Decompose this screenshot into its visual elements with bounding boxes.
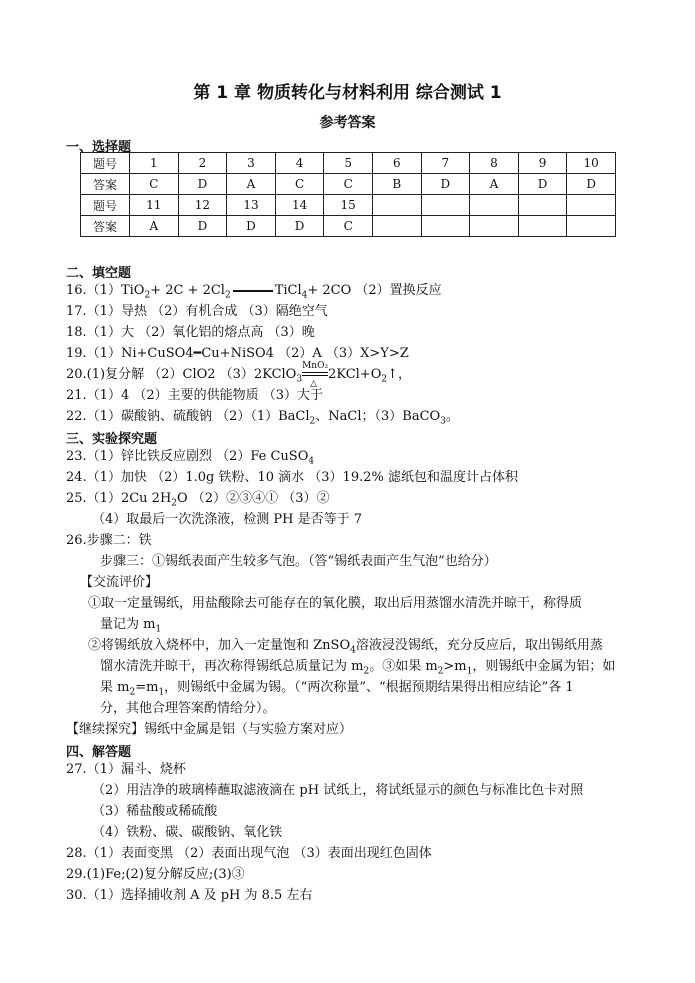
table-cell: 12	[178, 195, 227, 216]
answer-26-step3: 步骤三：①锡纸表面产生较多气泡。（答“锡纸表面产生气泡”也给分）	[100, 554, 497, 569]
section-heading-experiment: 三、实验探究题	[66, 432, 158, 447]
table-cell: 13	[227, 195, 276, 216]
table-cell: A	[130, 216, 179, 237]
table-cell: 3	[227, 153, 276, 174]
table-cell: C	[130, 174, 179, 195]
section-heading-fill: 二、填空题	[66, 266, 132, 281]
table-cell: D	[178, 216, 227, 237]
page-title: 第 1 章 物质转化与材料利用 综合测试 1	[193, 83, 502, 103]
reaction-condition: MnO₂ △	[302, 360, 329, 389]
table-cell: 14	[275, 195, 324, 216]
table-cell: C	[324, 174, 373, 195]
table-cell: D	[227, 216, 276, 237]
answer-28: 28.（1）表面变黑 （2）表面出现气泡 （3）表面出现红色固体	[66, 846, 432, 861]
table-cell	[470, 216, 519, 237]
answer-18: 18.（1）大 （2）氧化铝的熔点高 （3）晚	[66, 325, 315, 340]
answer-25: 25.（1）2Cu $2H_2O$ （2）②③④① （3）②	[66, 491, 330, 509]
table-cell	[470, 195, 519, 216]
table-cell: B	[372, 174, 421, 195]
table-row-label: 题号	[81, 195, 130, 216]
table-cell: D	[178, 174, 227, 195]
answer-26-review-heading: 【交流评价】	[80, 575, 159, 590]
table-cell: 11	[130, 195, 179, 216]
table-cell: 15	[324, 195, 373, 216]
answer-29: 29.(1)Fe;(2)复分解反应;(3)③	[66, 867, 245, 882]
answer-27-3: （3）稀盐酸或稀硫酸	[92, 804, 218, 819]
table-cell: 1	[130, 153, 179, 174]
answer-24: 24.（1）加快 （2）1.0g 铁粉、10 滴水 （3）19.2% 滤纸包和温度计占体积	[66, 470, 518, 485]
answer-25-4: （4）取最后一次洗涤液，检测 PH 是否等于 7	[92, 512, 363, 527]
answer-26-review-2d: 分，其他合理答案酌情给分）。	[100, 701, 276, 716]
answer-26-review-2c: 果 $m_2=m_1$，则锡纸中金属为锡。（“两次称量”、“根据预期结果得出相应结论”各 1	[100, 680, 574, 698]
answer-26-review-1b: 量记为 $m_1$	[100, 617, 162, 635]
table-cell	[421, 195, 470, 216]
table-cell: 4	[275, 153, 324, 174]
answer-26-review-1: ①取一定量锡纸，用盐酸除去可能存在的氧化膜，取出后用蒸馏水清洗并晾干，称得质	[88, 596, 583, 611]
answer-22: 22.（1）碳酸钠、硫酸钠 （2）（1）BaCl$_2$、NaCl；（3）BaCO$_3$。	[66, 409, 459, 427]
answer-table	[80, 152, 616, 237]
answer-20: 20.(1)复分解 （2）ClO2 （3）2KClO$_3$ MnO₂ △ $2KCl+O_2↑$，	[66, 360, 411, 389]
table-row-label: 答案	[81, 174, 130, 195]
table-cell	[372, 195, 421, 216]
equals-sign	[233, 290, 273, 292]
table-cell	[567, 216, 616, 237]
section-heading-solve: 四、解答题	[66, 745, 132, 760]
table-cell: 6	[372, 153, 421, 174]
table-row-answer	[81, 174, 616, 195]
table-cell: A	[227, 174, 276, 195]
table-cell: D	[421, 174, 470, 195]
page-subtitle: 参考答案	[319, 115, 376, 131]
table-cell: 2	[178, 153, 227, 174]
table-cell: 8	[470, 153, 519, 174]
table-row-answer	[81, 216, 616, 237]
answer-19: 19.（1）Ni+CuSO4━Cu+NiSO4 （2）A （3）X>Y>Z	[66, 346, 409, 361]
table-cell	[518, 216, 567, 237]
table-cell: 5	[324, 153, 373, 174]
answer-26-review-2b: 馏水清洗并晾干，再次称得锡纸总质量记为 $m_2$。③如果 $m_2>m_1$，则锡纸中金属为铝；如	[100, 659, 616, 677]
section-heading-choice: 一、选择题	[66, 140, 132, 155]
answer-27-4: （4）铁粉、碳、碳酸钠、氧化铁	[92, 825, 283, 840]
answer-17: 17.（1）导热 （2）有机合成 （3）隔绝空气	[66, 304, 328, 319]
table-cell: 10	[567, 153, 616, 174]
table-cell: D	[275, 216, 324, 237]
answer-23: 23.（1）锌比铁反应剧烈 （2）Fe CuSO$_4$	[66, 449, 315, 467]
table-cell	[421, 216, 470, 237]
table-cell: C	[275, 174, 324, 195]
table-cell: C	[324, 216, 373, 237]
table-cell: D	[567, 174, 616, 195]
answer-16: $16.(1)TiO_2+ 2C + 2Cl_2$ TiCl$_4$+ 2CO （2）置换反应	[66, 283, 442, 301]
table-row-label: 题号	[81, 153, 130, 174]
answer-26-continue: 【继续探究】锡纸中金属是铝（与实验方案对应）	[66, 722, 353, 737]
table-cell: A	[470, 174, 519, 195]
table-row-question	[81, 153, 616, 174]
table-cell: 9	[518, 153, 567, 174]
table-cell	[372, 216, 421, 237]
answer-30: 30.（1）选择捕收剂 A 及 pH 为 8.5 左右	[66, 888, 313, 903]
table-row-label: 答案	[81, 216, 130, 237]
table-cell	[518, 195, 567, 216]
answer-27-1: 27.（1）漏斗、烧杯	[66, 762, 186, 777]
table-cell: D	[518, 174, 567, 195]
answer-26-review-2: ②将锡纸放入烧杯中，加入一定量饱和 ZnSO$_4$溶液浸没锡纸，充分反应后，取出锡纸用蒸	[88, 638, 603, 656]
table-cell: 7	[421, 153, 470, 174]
answer-21: 21.（1）4 （2）主要的供能物质 （3）大于	[66, 388, 324, 403]
answer-26-step2: 26.步骤二：铁	[66, 533, 152, 548]
answer-27-2: （2）用洁净的玻璃棒蘸取滤液滴在 pH 试纸上，将试纸显示的颜色与标准比色卡对照	[92, 783, 584, 798]
table-cell	[567, 195, 616, 216]
table-row-question	[81, 195, 616, 216]
